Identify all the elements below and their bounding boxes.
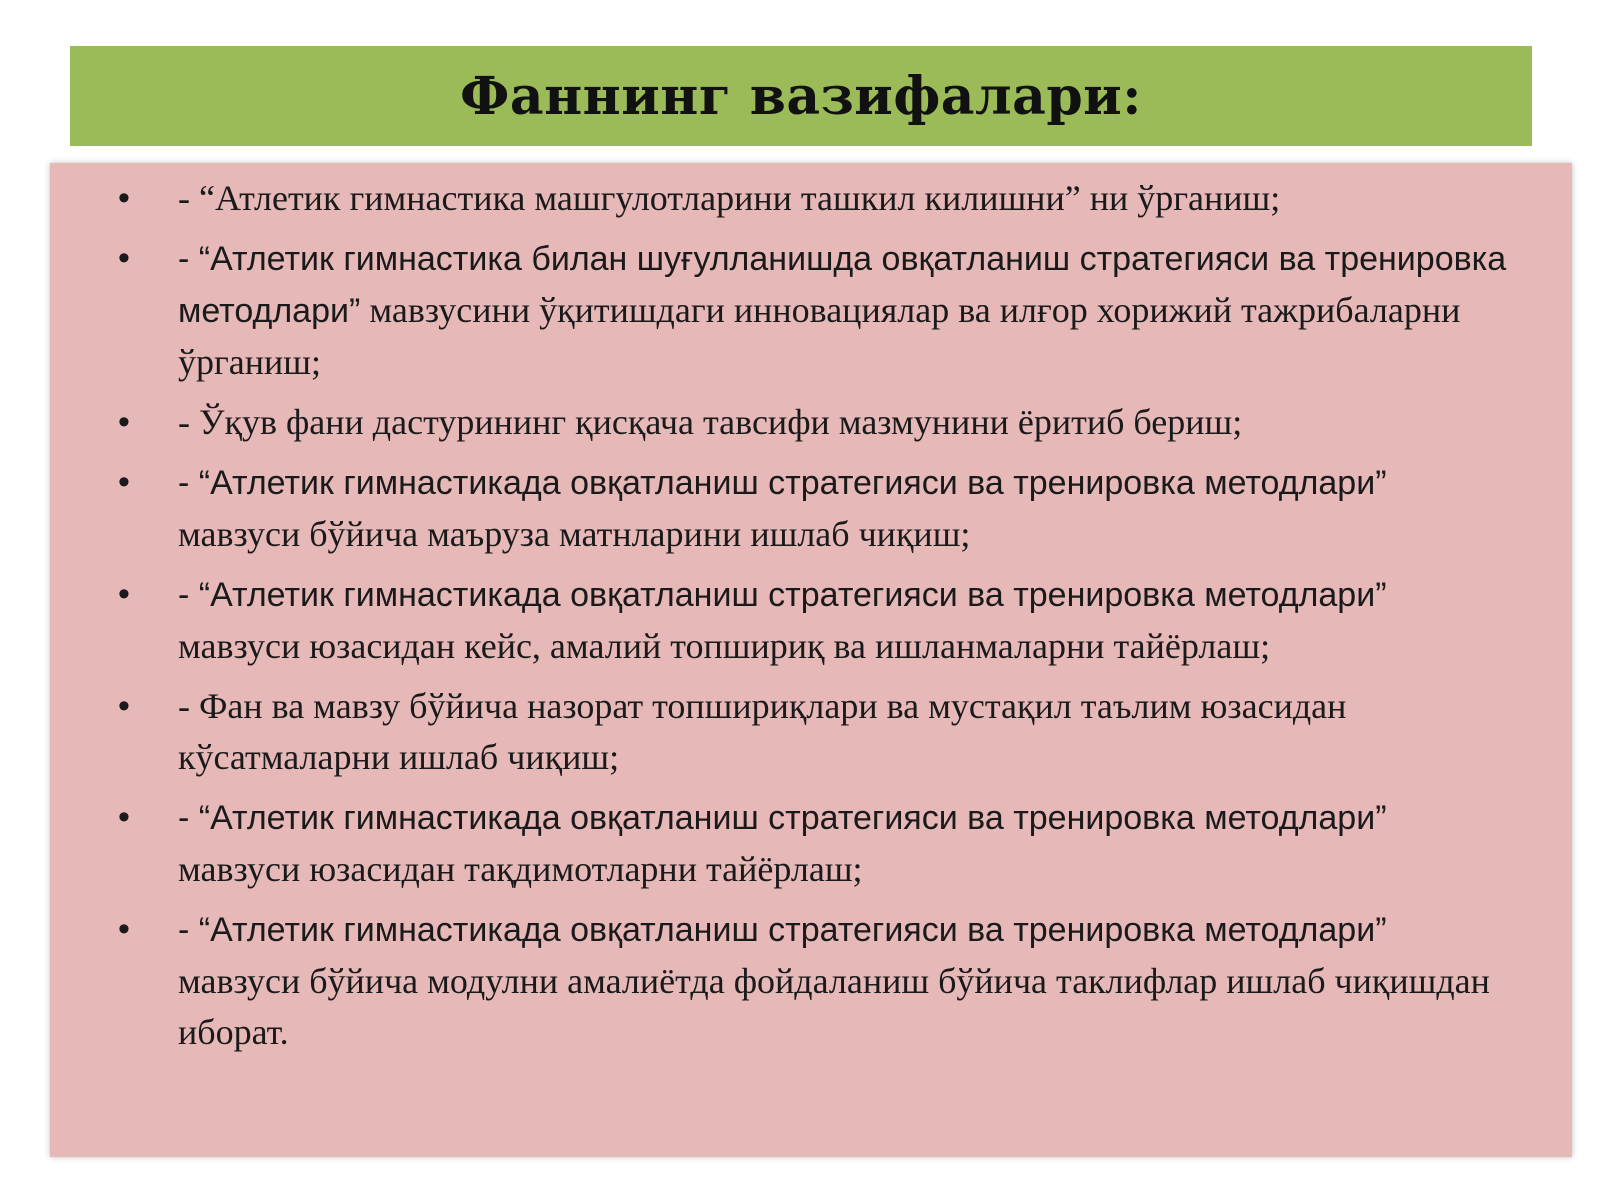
bullet-icon: • — [118, 179, 130, 217]
item-topic-text: - “Атлетик гимнастикада овқатланиш стратегияси ва тренировка методлари” — [178, 464, 1387, 502]
list-item — [68, 233, 1532, 388]
task-list — [50, 163, 1572, 1058]
bullet-icon: • — [118, 910, 130, 948]
list-item — [68, 397, 1532, 448]
list-item — [68, 792, 1532, 895]
bullet-icon: • — [118, 687, 130, 725]
bullet-icon: • — [118, 575, 130, 613]
item-text: - “Атлетик гимнастика машгулотларини ташкил килишни” ни ўрганиш; — [178, 178, 1281, 218]
slide-title: Фаннинг вазифалари: — [460, 65, 1142, 127]
item-text: - Фан ва мавзу бўйича назорат топшириқлари ва мустақил таълим юзасидан кўсатмаларни ишлаб чиқиш; — [178, 686, 1347, 777]
item-text: мавзуси юзасидан тақдимотларни тайёрлаш; — [178, 849, 863, 889]
list-item — [68, 904, 1532, 1058]
bullet-icon: • — [118, 403, 130, 441]
bullet-icon: • — [118, 239, 130, 277]
title-bar — [70, 46, 1532, 146]
item-text: мавзуси бўйича маъруза матнларини ишлаб чиқиш; — [178, 514, 971, 554]
bullet-icon: • — [118, 798, 130, 836]
item-topic-text: - “Атлетик гимнастикада овқатланиш стратегияси ва тренировка методлари” — [178, 576, 1387, 614]
list-item — [68, 173, 1532, 224]
item-topic-text: - “Атлетик гимнастика билан шуғулланишда овқатланиш стратегияси ва тренировка методлари” — [178, 240, 1507, 330]
bullet-icon: • — [118, 463, 130, 501]
item-topic-text: - “Атлетик гимнастикада овқатланиш стратегияси ва тренировка методлари” — [178, 799, 1387, 837]
content-box — [50, 163, 1572, 1157]
list-item — [68, 569, 1532, 672]
item-topic-text: - “Атлетик гимнастикада овқатланиш стратегияси ва тренировка методлари” — [178, 911, 1387, 949]
item-text: мавзуси бўйича модулни амалиётда фойдаланиш бўйича таклифлар ишлаб чиқишдан иборат. — [178, 961, 1490, 1052]
item-text: мавзуси юзасидан кейс, амалий топшириқ ва ишланмаларни тайёрлаш; — [178, 626, 1271, 666]
list-item — [68, 681, 1532, 783]
item-text: - Ўқув фани дастурининг қисқача тавсифи мазмунини ёритиб бериш; — [178, 402, 1243, 442]
list-item — [68, 457, 1532, 560]
item-text: мавзусини ўқитишдаги инновациялар ва илғор хорижий тажрибаларни ўрганиш; — [178, 290, 1461, 382]
